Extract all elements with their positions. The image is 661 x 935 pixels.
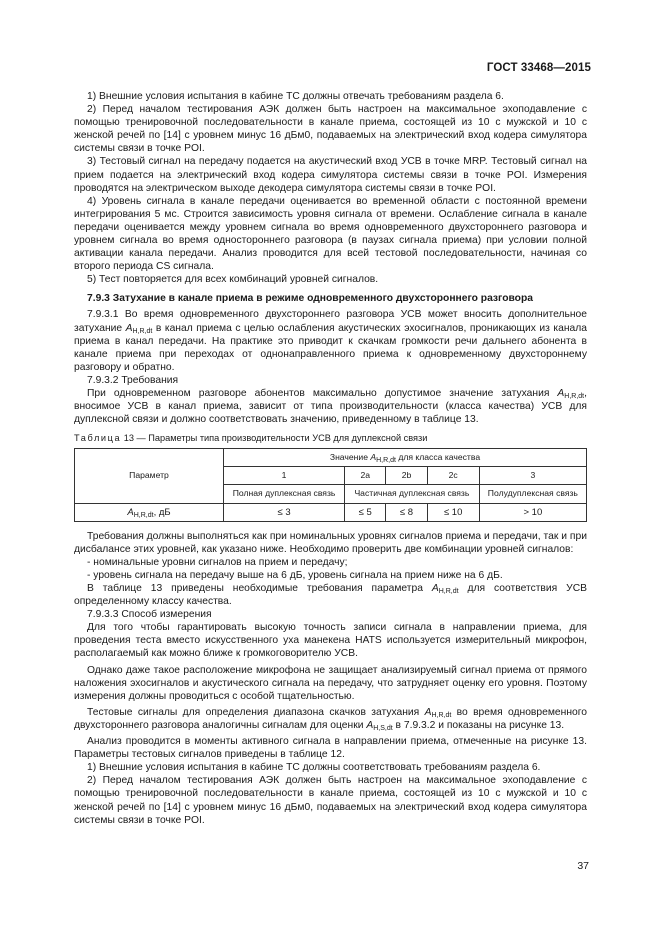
symbol: A bbox=[370, 452, 377, 463]
table-caption-text: 13 — Параметры типа производительности УСВ для дуплексной связи bbox=[121, 433, 428, 444]
table-header-value bbox=[224, 449, 587, 467]
text-run: в канал приема с целью ослабления акустических эхосигналов, проникающих из канала приема в канал передачи. На практике это приводит к скачкам громкости речи дальнего абонента в канале приема при переходах от однонаправленного приема к одновременному двухстороннему разговору и обратно. bbox=[74, 322, 587, 373]
table-value-cell: ≤ 10 bbox=[427, 503, 479, 521]
paragraph: Для того чтобы гарантировать высокую точность записи сигнала в направлении приема, для проведения теста вместо искусственного уха манекена HATS используется измерительный микрофон, располагаемый как можно ближе к громкоговорителю УСВ. bbox=[74, 622, 587, 660]
symbol: A bbox=[557, 387, 565, 399]
symbol-subscript: H,S,dt bbox=[373, 724, 393, 732]
table-group-cell: Полудуплексная связь bbox=[479, 485, 586, 503]
paragraph: 7.9.3.3 Способ измерения bbox=[87, 609, 212, 621]
table-row-label bbox=[75, 503, 224, 521]
paragraph bbox=[74, 308, 587, 373]
paragraph: 3) Тестовый сигнал на передачу подается на акустический вход УСВ в точке MRP. Тестовый сигнал на прием подается на электрический вход кодера симулятора системы связи в точке POI. Измерения проводятся на электрическом выходе декодера симулятора системы связи в точке POI. bbox=[74, 156, 587, 194]
paragraph: 5) Тест повторяется для всех комбинаций уровней сигналов. bbox=[87, 274, 379, 286]
text-run: в 7.9.3.2 и показаны на рисунке 13. bbox=[392, 719, 565, 731]
symbol-subscript: H,R,dt bbox=[132, 327, 153, 335]
paragraph: 4) Уровень сигнала в канале передачи оценивается во временной области с постоянной времени интегрирования 5 мс. Строится зависимость уровня сигнала от времени. Ослабление сигнала в канале передачи оценивается между уровнем сигнала во время одновременного двухстороннего разговора и уровнем сигнала во время одностороннего разговора (в паузах сигнала приема) при условии полной активации канала передачи. Анализ проводится для всей тестовой последовательности, начиная со второго периода CS сигнала. bbox=[74, 195, 587, 273]
text-run: Тестовые сигналы для определения диапазона скачков затухания bbox=[87, 706, 425, 718]
symbol: A bbox=[127, 506, 134, 518]
table-caption-word: Таблица bbox=[74, 433, 122, 444]
table-class-cell: 2b bbox=[386, 467, 427, 485]
table-caption bbox=[74, 432, 587, 444]
list-item: - номинальные уровни сигналов на прием и передачу; bbox=[87, 556, 348, 568]
text-run: , вносимое УСВ в канал приема, зависит от типа производительности (класса качества) УСВ для дуплексной связи и должно соответствовать значению, приведенному в таблице 13. bbox=[74, 387, 587, 426]
text-run: В таблице 13 приведены необходимые требования параметра bbox=[87, 583, 432, 594]
text-run: , дБ bbox=[153, 506, 171, 518]
table-13 bbox=[74, 448, 587, 521]
paragraph bbox=[74, 706, 587, 732]
paragraph: Анализ проводится в моменты активного сигнала в направлении приема, отмеченные на рисунке 13. Параметры тестовых сигналов приведены в таблице 12. bbox=[74, 736, 587, 761]
symbol-subscript: H,R,dt bbox=[431, 711, 452, 719]
table-header-parameter: Параметр bbox=[75, 449, 224, 503]
page-number: 37 bbox=[577, 860, 589, 872]
table-value-cell: ≤ 3 bbox=[224, 503, 345, 521]
paragraph bbox=[74, 387, 587, 426]
paragraph: Однако даже такое расположение микрофона не защищает анализируемый сигнал приема от прямого наложения эхосигналов и акустического сигнала на передачу, что затрудняет оценку его уровня. Поэтому измерения должны проводиться с особой тщательностью. bbox=[74, 664, 587, 702]
symbol: A bbox=[125, 322, 133, 334]
paragraph: 1) Внешние условия испытания в кабине ТС должны отвечать требованиям раздела 6. bbox=[87, 91, 504, 102]
symbol-subscript: H,R,dt bbox=[564, 392, 585, 400]
table-class-cell: 3 bbox=[479, 467, 586, 485]
paragraph: 7.9.3.2 Требования bbox=[87, 374, 179, 386]
page-body bbox=[74, 90, 587, 827]
table-value-cell: ≤ 8 bbox=[386, 503, 427, 521]
symbol: A bbox=[366, 719, 374, 731]
text-run: для соответствия УСВ определенному классу качества. bbox=[74, 583, 587, 608]
text-run: во время одновременного двухстороннего разговора аналогичны сигналам для оценки bbox=[74, 706, 587, 731]
table-value-cell: ≤ 5 bbox=[345, 503, 386, 521]
document-id-header: ГОСТ 33468—2015 bbox=[486, 62, 591, 74]
list-item: - уровень сигнала на передачу выше на 6 дБ, уровень сигнала на прием ниже на 6 дБ. bbox=[87, 569, 503, 581]
text-run: При одновременном разговоре абонентов максимально допустимое значение затухания bbox=[87, 387, 558, 399]
table-class-cell: 2a bbox=[345, 467, 386, 485]
table-value-cell: > 10 bbox=[479, 503, 586, 521]
paragraph bbox=[74, 582, 587, 608]
paragraph: Требования должны выполняться как при номинальных уровнях сигналов приема и передачи, так и при дисбалансе этих уровней, как указано ниже. Необходимо проверить две комбинации уровней сигналов: bbox=[74, 530, 587, 555]
table-group-cell: Частичная дуплексная связь bbox=[345, 485, 480, 503]
symbol: A bbox=[424, 706, 432, 718]
section-heading-7-9-3: 7.9.3 Затухание в канале приема в режиме одновременного двухстороннего разговора bbox=[87, 293, 533, 305]
symbol: A bbox=[431, 583, 439, 594]
paragraph: 2) Перед началом тестирования АЭК должен быть настроен на максимальное эхоподавление с помощью тренировочной последовательности в канале приема, состоящей из 10 с мужской и 10 с женской речей по [14] с уровнем минус 16 дБм0, подаваемых на электрический вход кодера симулятора системы связи в точке POI. bbox=[74, 104, 587, 155]
paragraph: 1) Внешние условия испытания в кабине ТС должны соответствовать требованиям раздела 6. bbox=[87, 762, 541, 774]
text-run: для класса качества bbox=[395, 452, 481, 463]
table-group-cell: Полная дуплексная связь bbox=[224, 485, 345, 503]
paragraph: 2) Перед началом тестирования АЭК должен быть настроен на максимальное эхоподавление с помощью тренировочной последовательности в канале приема, состоящей из 10 с мужской и 10 с женской речей по [14] с уровнем минус 16 дБм0, подаваемых на электрический вход кодера симулятора системы связи в точке POI. bbox=[74, 775, 587, 826]
table-class-cell: 1 bbox=[224, 467, 345, 485]
symbol-subscript: H,R,dt bbox=[376, 457, 396, 465]
text-run: Значение bbox=[329, 452, 371, 463]
text-run: 7.9.3.1 Во время одновременного двухстороннего разговора УСВ может вносить дополнительное затухание bbox=[74, 309, 587, 334]
symbol-subscript: H,R,dt bbox=[438, 588, 459, 595]
table-class-cell: 2c bbox=[427, 467, 479, 485]
symbol-subscript: H,R,dt bbox=[133, 511, 154, 519]
